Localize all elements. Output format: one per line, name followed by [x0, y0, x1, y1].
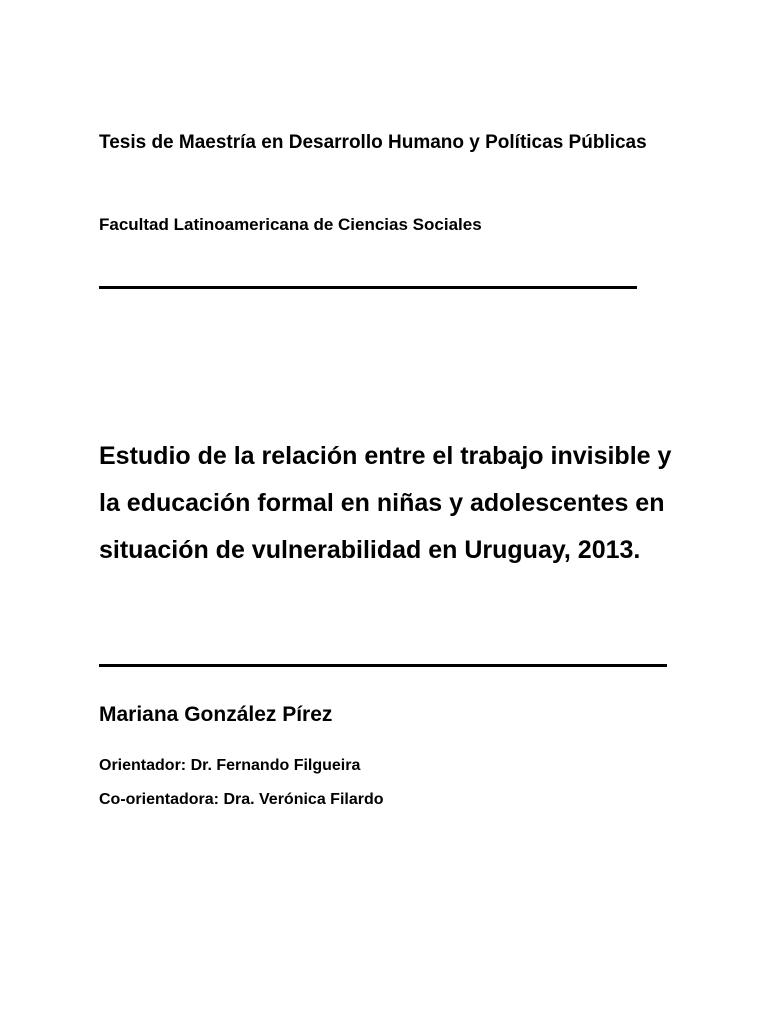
advisor-line: Orientador: Dr. Fernando Filgueira — [99, 757, 361, 774]
institution-name: Facultad Latinoamericana de Ciencias Sociales — [99, 215, 482, 234]
top-divider — [99, 286, 637, 289]
author-name: Mariana González Pírez — [99, 703, 333, 726]
thesis-type-heading: Tesis de Maestría en Desarrollo Humano y Políticas Públicas — [99, 132, 647, 153]
bottom-divider — [99, 664, 667, 667]
co-advisor-line: Co-orientadora: Dra. Verónica Filardo — [99, 791, 384, 808]
thesis-title: Estudio de la relación entre el trabajo invisible y la educación formal en niñas y adolescentes en situación de vulnerabilidad en Uruguay, 2013. — [99, 442, 672, 564]
